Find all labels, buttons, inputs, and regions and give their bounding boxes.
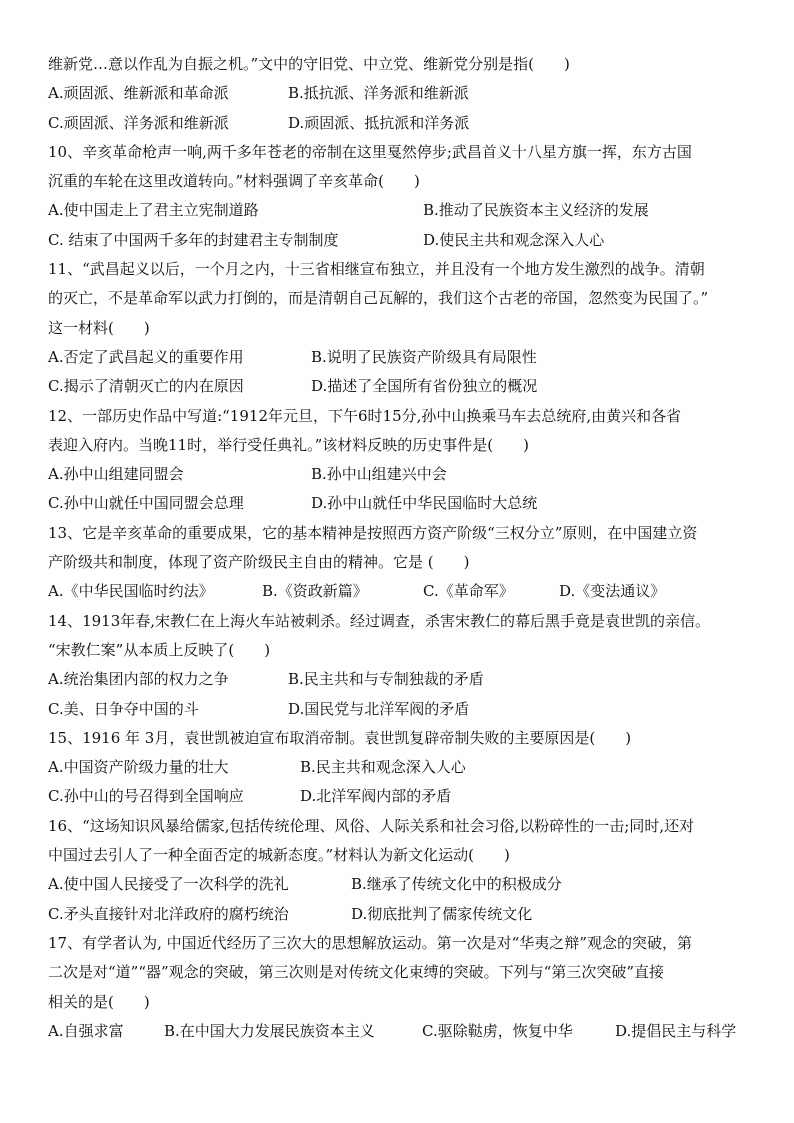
q17-option-d[interactable]: D.提倡民主与科学 [615, 1021, 737, 1040]
q15-option-c[interactable]: C.孙中山的号召得到全国响应 [48, 787, 244, 806]
q9-option-d[interactable]: D.顽固派、抵抗派和洋务派 [288, 113, 470, 132]
q13-option-d[interactable]: D.《变法通议》 [559, 582, 666, 601]
q9-stem-tail: 维新党…意以作乱为自振之机。”文中的守旧党、中立党、维新党分别是指( ) [48, 55, 570, 73]
q17-options [48, 1017, 748, 1046]
q16-stem-2: 中国过去引人了一种全面否定的城新态度。”材料认为新文化运动( ) [48, 846, 510, 865]
q14-option-d[interactable]: D.国民党与北洋军阀的矛盾 [288, 699, 470, 718]
q15-options-cd [48, 782, 748, 811]
q13-option-a[interactable]: A.《中华民国临时约法》 [48, 582, 214, 601]
q14-option-a[interactable]: A.统治集团内部的权力之争 [48, 670, 229, 689]
q14-stem-1: 14、1913年春,宋教仁在上海火车站被刺杀。经过调查，杀害宋教仁的幕后黑手竟是袁世凯的亲信。 [48, 611, 711, 630]
q14-stem-2: “宋教仁案”从本质上反映了( ) [48, 640, 271, 659]
q12-option-a[interactable]: A.孙中山组建同盟会 [48, 465, 184, 484]
q16-options-ab [48, 870, 748, 899]
q15-options-ab [48, 753, 748, 782]
q12-stem-2: 表迎入府内。当晚11时，举行受任典礼。”该材料反映的历史事件是( ) [48, 435, 529, 454]
q15-option-d[interactable]: D.北洋军阀内部的矛盾 [300, 787, 452, 806]
q12-options-cd [48, 489, 748, 518]
q13-option-c[interactable]: C.《革命军》 [423, 582, 514, 601]
q10-option-d[interactable]: D.使民主共和观念深入人心 [423, 230, 605, 249]
q17-stem-3: 相关的是( ) [48, 992, 150, 1011]
q13-stem-1: 13、它是辛亥革命的重要成果，它的基本精神是按照西方资产阶级“三权分立”原则，在中国建立资 [48, 523, 698, 542]
q12-option-c[interactable]: C.孙中山就任中国同盟会总理 [48, 494, 244, 513]
q11-option-c[interactable]: C.揭示了清朝灭亡的内在原因 [48, 377, 244, 396]
q17-option-a[interactable]: A.自强求富 [48, 1021, 124, 1040]
q10-options-cd [48, 226, 748, 255]
q10-options-ab [48, 196, 748, 225]
q9-option-c[interactable]: C.顽固派、洋务派和维新派 [48, 113, 229, 132]
q11-option-b[interactable]: B.说明了民族资产阶级具有局限性 [311, 347, 537, 366]
q13-stem-2: 产阶级共和制度，体现了资产阶级民主自由的精神。它是 ( ) [48, 553, 470, 572]
q12-stem-1: 12、一部历史作品中写道:“1912年元旦，下午6时15分,孙中山换乘马车去总统府,由黄兴和各省 [48, 406, 682, 425]
q9-option-a[interactable]: A.顽固派、维新派和革命派 [48, 84, 229, 103]
q9-options-cd [48, 109, 748, 138]
q10-option-a[interactable]: A.使中国走上了君主立宪制道路 [48, 201, 259, 220]
exam-page [48, 50, 748, 1046]
q11-stem-3: 这一材料( ) [48, 318, 150, 337]
q11-option-a[interactable]: A.否定了武昌起义的重要作用 [48, 347, 244, 366]
q10-option-b[interactable]: B.推动了民族资本主义经济的发展 [423, 201, 649, 220]
q15-stem-1: 15、1916 年 3月，袁世凯被迫宣布取消帝制。袁世凯复辟帝制失败的主要原因是( ) [48, 728, 632, 747]
q17-option-c[interactable]: C.驱除鞑虏，恢复中华 [422, 1021, 573, 1040]
q15-option-a[interactable]: A.中国资产阶级力量的壮大 [48, 758, 229, 777]
q12-option-b[interactable]: B.孙中山组建兴中会 [311, 465, 447, 484]
q16-option-d[interactable]: D.彻底批判了儒家传统文化 [351, 904, 533, 923]
q14-options-ab [48, 665, 748, 694]
q9-options-ab [48, 79, 748, 108]
q10-stem-1: 10、辛亥革命枪声一响,两千多年苍老的帝制在这里戛然停步;武昌首义十八星方旗一挥，东方古国 [48, 142, 692, 161]
q14-options-cd [48, 695, 748, 724]
q9-option-b[interactable]: B.抵抗派、洋务派和维新派 [288, 84, 469, 103]
q11-stem-1: 11、“武昌起义以后，一个月之内，十三省相继宣布独立，并且没有一个地方发生激烈的战争。清朝 [48, 260, 705, 279]
q16-option-c[interactable]: C.矛头直接针对北洋政府的腐朽统治 [48, 904, 289, 923]
q11-stem-2: 的灭亡，不是革命军以武力打倒的，而是清朝自己瓦解的，我们这个古老的帝国，忽然变为民国了。” [48, 289, 709, 308]
q16-option-b[interactable]: B.继承了传统文化中的积极成分 [351, 875, 562, 894]
q17-option-b[interactable]: B.在中国大力发展民族资本主义 [164, 1021, 375, 1040]
q13-options [48, 577, 748, 606]
q10-option-c[interactable]: C. 结束了中国两千多年的封建君主专制制度 [48, 230, 339, 249]
q16-option-a[interactable]: A.使中国人民接受了一次科学的洗礼 [48, 875, 289, 894]
q11-options-ab [48, 343, 748, 372]
q12-option-d[interactable]: D.孙中山就任中华民国临时大总统 [311, 494, 538, 513]
q15-option-b[interactable]: B.民主共和观念深入人心 [300, 758, 466, 777]
q17-stem-2: 二次是对“道”“器”观念的突破，第三次则是对传统文化束缚的突破。下列与“第三次突破”直接 [48, 963, 665, 982]
q11-option-d[interactable]: D.描述了全国所有省份独立的概况 [311, 377, 538, 396]
q16-options-cd [48, 900, 748, 929]
q16-stem-1: 16、“这场知识风暴给儒家,包括传统伦理、风俗、人际关系和社会习俗,以粉碎性的一击;同时,还对 [48, 816, 695, 835]
q11-options-cd [48, 372, 748, 401]
q12-options-ab [48, 460, 748, 489]
q10-stem-2: 沉重的车轮在这里改道转向。”材料强调了辛亥革命( ) [48, 172, 420, 191]
q17-stem-1: 17、有学者认为, 中国近代经历了三次大的思想解放运动。第一次是对“华夷之辩”观念的突破，第 [48, 933, 692, 952]
q13-option-b[interactable]: B.《资政新篇》 [262, 582, 368, 601]
q14-option-c[interactable]: C.美、日争夺中国的斗 [48, 699, 199, 718]
q14-option-b[interactable]: B.民主共和与专制独裁的矛盾 [288, 670, 484, 689]
